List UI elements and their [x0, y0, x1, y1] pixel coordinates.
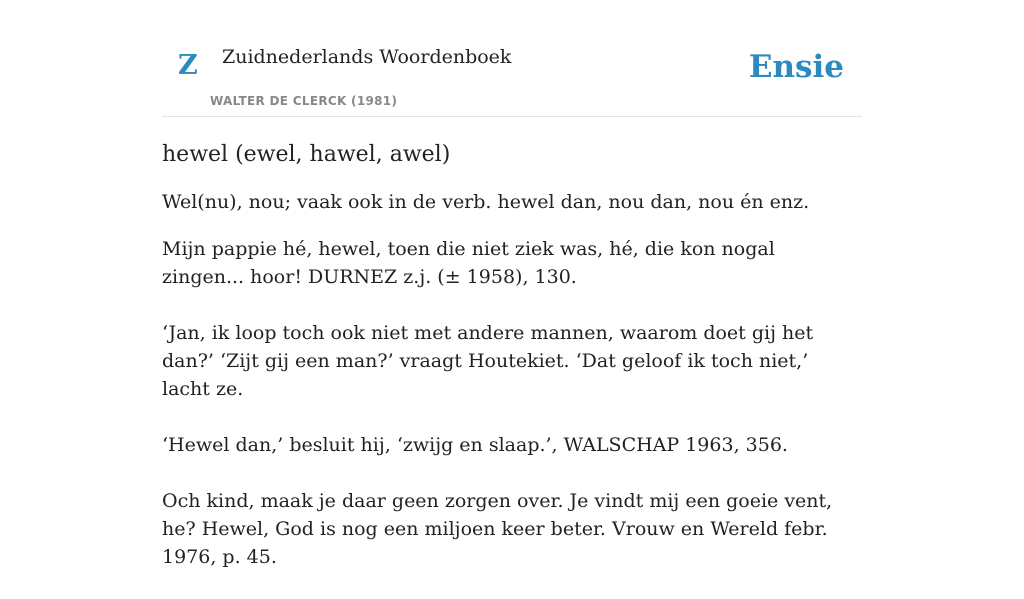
brand-logo[interactable]: Ensie: [748, 49, 844, 85]
source-header: [162, 0, 862, 117]
source-author: WALTER DE CLERCK (1981): [210, 94, 398, 108]
headword: hewel (ewel, hawel, awel): [162, 142, 451, 167]
entry-content: [162, 140, 862, 599]
definition: Wel(nu), nou; vaak ook in de verb. hewel dan, nou dan, nou én enz.: [162, 191, 810, 213]
source-logo[interactable]: Z: [178, 50, 198, 81]
source-title[interactable]: Zuidnederlands Woordenboek: [222, 46, 512, 68]
quote: Mijn pappie hé, hewel, toen die niet ziek was, hé, die kon nogal zingen... hoor! DURNEZ z.j. (± 1958), 130.: [162, 238, 775, 288]
quote: Och kind, maak je daar geen zorgen over. Je vindt mij een goeie vent, he? Hewel, God is nog een miljoen keer beter. Vrouw en Wereld febr. 1976, p. 45.: [162, 490, 833, 568]
quote: ‘Hewel dan,’ besluit hij, ‘zwijg en slaap.’, WALSCHAP 1963, 356.: [162, 434, 788, 456]
quote: ‘Jan, ik loop toch ook niet met andere mannen, waarom doet gij het dan?’ ‘Zijt gij een man?’ vraagt Houtekiet. ‘Dat geloof ik toch niet,’ lacht ze.: [162, 322, 814, 400]
